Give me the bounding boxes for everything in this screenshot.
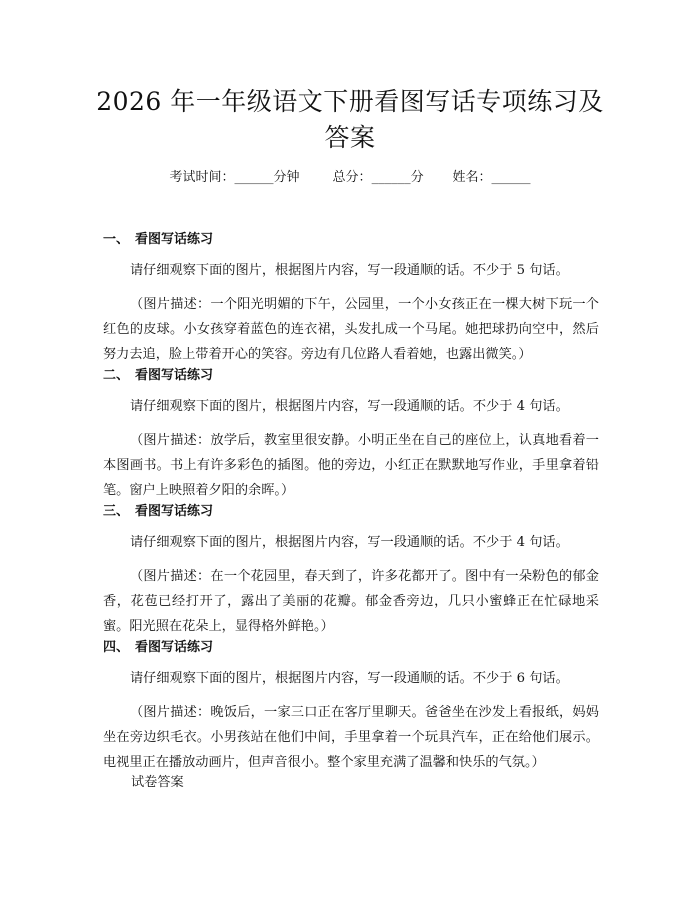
section-heading	[103, 638, 213, 658]
exam-time-blank: ______	[234, 170, 274, 185]
section-number: 二、	[103, 368, 130, 383]
section-instruction: 请仔细观察下面的图片，根据图片内容，写一段通顺的话。不少于 5 句话。	[130, 263, 569, 278]
section-heading	[103, 502, 213, 522]
section-instruction: 请仔细观察下面的图片，根据图片内容，写一段通顺的话。不少于 4 句话。	[130, 535, 569, 550]
exam-time-unit: 分钟	[273, 170, 300, 185]
section-title: 看图写话练习	[135, 640, 214, 655]
section-heading	[103, 366, 213, 386]
answer-heading: 试卷答案	[131, 775, 184, 790]
picture-description: （图片描述：一个阳光明媚的下午，公园里，一个小女孩正在一棵大树下玩一个红色的皮球。小女孩穿着蓝色的连衣裙，头发扎成一个马尾。她把球扔向空中，然后努力去追，脸上带着开心的笑容。旁边有几位路人看着她，也露出微笑。）	[103, 297, 599, 362]
score-blank: ______	[371, 170, 411, 185]
picture-description: （图片描述：晚饭后，一家三口正在客厅里聊天。爸爸坐在沙发上看报纸，妈妈坐在旁边织毛衣。小男孩站在他们中间，手里拿着一个玩具汽车，正在给他们展示。电视里正在播放动画片，但声音很小。整个家里充满了温馨和快乐的气氛。）	[103, 705, 599, 770]
section-number: 一、	[103, 232, 130, 247]
section-title: 看图写话练习	[135, 368, 214, 383]
picture-description: （图片描述：放学后，教室里很安静。小明正坐在自己的座位上，认真地看着一本图画书。书上有许多彩色的插图。他的旁边，小红正在默默地写作业，手里拿着铅笔。窗户上映照着夕阳的余晖。）	[103, 433, 599, 498]
section-title: 看图写话练习	[135, 504, 214, 519]
score-unit: 分	[410, 170, 424, 185]
name-label: 姓名：	[452, 170, 492, 185]
page-title: 2026 年一年级语文下册看图写话专项练习及答案	[96, 87, 604, 152]
picture-description: （图片描述：在一个花园里，春天到了，许多花都开了。图中有一朵粉色的郁金香，花苞已经打开了，露出了美丽的花瓣。郁金香旁边，几只小蜜蜂正在忙碌地采蜜。阳光照在花朵上，显得格外鲜艳。）	[103, 569, 599, 634]
score-label: 总分：	[332, 170, 372, 185]
section-heading	[103, 230, 213, 250]
exam-info-line	[0, 168, 700, 188]
section-title: 看图写话练习	[135, 232, 214, 247]
section-number: 四、	[103, 640, 130, 655]
name-blank: ______	[491, 170, 531, 185]
exam-time-label: 考试时间：	[169, 170, 235, 185]
section-instruction: 请仔细观察下面的图片，根据图片内容，写一段通顺的话。不少于 4 句话。	[130, 399, 569, 414]
section-number: 三、	[103, 504, 130, 519]
section-instruction: 请仔细观察下面的图片，根据图片内容，写一段通顺的话。不少于 6 句话。	[130, 671, 569, 686]
